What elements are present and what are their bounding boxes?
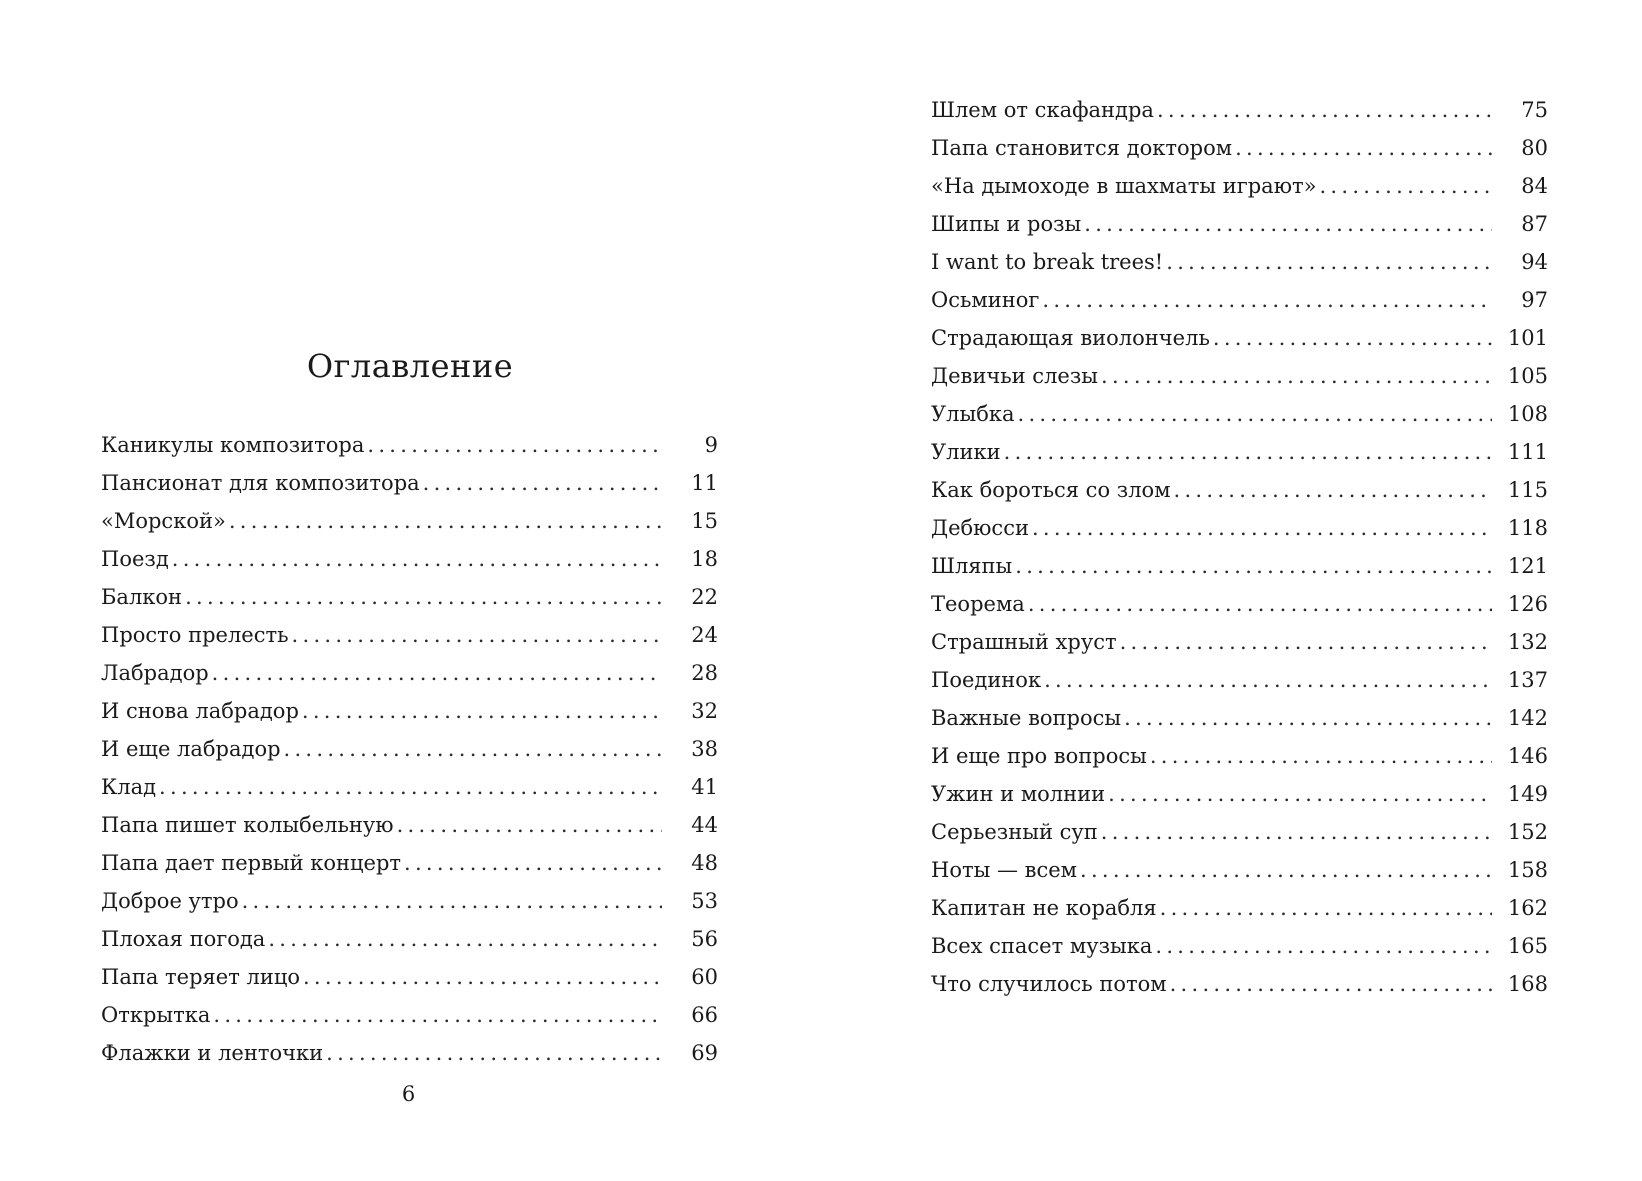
- toc-entry-page-number: 168: [1507, 972, 1548, 996]
- toc-entry-title: Папа дает первый концерт: [101, 851, 402, 875]
- toc-entry-page-number: 165: [1507, 934, 1548, 958]
- toc-entry-title: Флажки и ленточки: [101, 1041, 324, 1065]
- toc-entry-page-number: 53: [691, 889, 718, 913]
- toc-entry: [101, 578, 718, 616]
- toc-entry-title: Страшный хруст: [931, 630, 1117, 654]
- toc-entry-page-number: 132: [1507, 630, 1548, 654]
- toc-entry-page-number: 105: [1507, 364, 1548, 388]
- toc-entry-page-number: 11: [691, 471, 718, 495]
- toc-entry-page-number: 18: [691, 547, 718, 571]
- toc-entry: [931, 813, 1548, 851]
- toc-entry-title: Важные вопросы: [931, 706, 1122, 730]
- toc-entry-page-number: 94: [1521, 250, 1548, 274]
- toc-entry: [101, 1034, 718, 1072]
- toc-entry: [931, 433, 1548, 471]
- toc-entry-page-number: 38: [691, 737, 718, 761]
- toc-entry: [931, 547, 1548, 585]
- toc-entry-title: Поезд: [101, 547, 169, 571]
- toc-entry: [101, 654, 718, 692]
- toc-entry: [101, 768, 718, 806]
- toc-entry-title: Просто прелесть: [101, 623, 289, 647]
- toc-dot-leader: [1157, 91, 1492, 129]
- toc-dot-leader: [284, 730, 662, 768]
- toc-entry: [931, 243, 1548, 281]
- toc-entry-title: Всех спасет музыка: [931, 934, 1153, 958]
- toc-list-right: [931, 91, 1548, 1003]
- toc-entry: [931, 699, 1548, 737]
- toc-entry: [101, 996, 718, 1034]
- toc-entry-title: И снова лабрадор: [101, 699, 299, 723]
- toc-entry-title: Серьезный суп: [931, 820, 1098, 844]
- toc-dot-leader: [1015, 547, 1492, 585]
- toc-dot-leader: [1028, 585, 1492, 623]
- toc-entry-title: Плохая погода: [101, 927, 266, 951]
- toc-dot-leader: [326, 1034, 662, 1072]
- toc-dot-leader: [1235, 129, 1492, 167]
- toc-entry-page-number: 15: [691, 509, 718, 533]
- toc-dot-leader: [185, 578, 662, 616]
- toc-entry-title: Что случилось потом: [931, 972, 1167, 996]
- toc-entry: [931, 281, 1548, 319]
- toc-entry: [101, 540, 718, 578]
- toc-dot-leader: [159, 768, 662, 806]
- toc-dot-leader: [1042, 281, 1492, 319]
- toc-entry-title: Осьминог: [931, 288, 1040, 312]
- right-page: [821, 0, 1642, 1181]
- toc-entry-page-number: 87: [1521, 212, 1548, 236]
- toc-entry: [931, 471, 1548, 509]
- toc-entry-title: Поединок: [931, 668, 1042, 692]
- toc-entry-title: Улыбка: [931, 402, 1015, 426]
- toc-dot-leader: [1084, 205, 1492, 243]
- toc-entry-title: Ужин и молнии: [931, 782, 1106, 806]
- toc-entry-page-number: 118: [1507, 516, 1548, 540]
- toc-dot-leader: [268, 920, 662, 958]
- toc-entry-page-number: 69: [691, 1041, 718, 1065]
- toc-dot-leader: [1004, 433, 1492, 471]
- toc-entry-title: Капитан не корабля: [931, 896, 1157, 920]
- toc-entry-page-number: 9: [704, 433, 718, 457]
- toc-entry: [931, 357, 1548, 395]
- toc-entry-page-number: 80: [1521, 136, 1548, 160]
- toc-entry: [101, 920, 718, 958]
- toc-entry-page-number: 41: [691, 775, 718, 799]
- toc-dot-leader: [1124, 699, 1492, 737]
- toc-entry-page-number: 75: [1521, 98, 1548, 122]
- toc-entry-title: Открытка: [101, 1003, 211, 1027]
- toc-entry-title: «Морской»: [101, 509, 226, 533]
- toc-dot-leader: [1213, 319, 1492, 357]
- toc-entry: [931, 509, 1548, 547]
- toc-entry-page-number: 24: [691, 623, 718, 647]
- toc-dot-leader: [1032, 509, 1492, 547]
- toc-dot-leader: [1155, 927, 1492, 965]
- toc-entry-title: «На дымоходе в шахматы играют»: [931, 174, 1317, 198]
- toc-entry: [931, 927, 1548, 965]
- toc-entry: [931, 661, 1548, 699]
- toc-entry-title: Как бороться со злом: [931, 478, 1171, 502]
- toc-dot-leader: [303, 958, 662, 996]
- toc-dot-leader: [292, 616, 662, 654]
- toc-entry-page-number: 137: [1507, 668, 1548, 692]
- toc-dot-leader: [1166, 243, 1492, 281]
- toc-entry-page-number: 44: [691, 813, 718, 837]
- toc-dot-leader: [1174, 471, 1492, 509]
- toc-entry: [101, 958, 718, 996]
- toc-entry: [931, 851, 1548, 889]
- toc-entry: [101, 692, 718, 730]
- toc-entry-page-number: 111: [1507, 440, 1548, 464]
- toc-entry-title: Лабрадор: [101, 661, 209, 685]
- toc-dot-leader: [1101, 813, 1492, 851]
- toc-dot-leader: [302, 692, 662, 730]
- toc-entry-title: Шляпы: [931, 554, 1013, 578]
- toc-entry: [931, 775, 1548, 813]
- toc-entry: [101, 464, 718, 502]
- toc-dot-leader: [423, 464, 662, 502]
- toc-entry-page-number: 158: [1507, 858, 1548, 882]
- toc-dot-leader: [242, 882, 662, 920]
- toc-dot-leader: [1120, 623, 1492, 661]
- toc-entry-title: Папа пишет колыбельную: [101, 813, 394, 837]
- toc-entry-title: Шлем от скафандра: [931, 98, 1154, 122]
- toc-entry-page-number: 97: [1521, 288, 1548, 312]
- toc-entry-page-number: 121: [1507, 554, 1548, 578]
- toc-entry: [931, 205, 1548, 243]
- toc-list-left: [101, 426, 718, 1072]
- toc-entry-title: Пансионат для композитора: [101, 471, 420, 495]
- toc-dot-leader: [367, 426, 662, 464]
- toc-entry-page-number: 48: [691, 851, 718, 875]
- toc-entry: [931, 395, 1548, 433]
- toc-entry-page-number: 152: [1507, 820, 1548, 844]
- toc-entry-title: Каникулы композитора: [101, 433, 365, 457]
- toc-entry: [931, 585, 1548, 623]
- toc-entry: [101, 426, 718, 464]
- toc-entry-title: I want to break trees!: [931, 250, 1164, 274]
- toc-entry: [101, 882, 718, 920]
- toc-dot-leader: [1170, 965, 1492, 1003]
- toc-dot-leader: [1044, 661, 1492, 699]
- toc-entry-title: Папа становится доктором: [931, 136, 1233, 160]
- toc-entry-title: Дебюсси: [931, 516, 1029, 540]
- toc-dot-leader: [1101, 357, 1492, 395]
- toc-entry: [931, 319, 1548, 357]
- toc-dot-leader: [212, 654, 662, 692]
- toc-entry: [931, 91, 1548, 129]
- toc-entry: [931, 623, 1548, 661]
- toc-entry: [931, 129, 1548, 167]
- toc-entry-page-number: 115: [1507, 478, 1548, 502]
- toc-entry-page-number: 60: [691, 965, 718, 989]
- toc-entry: [101, 616, 718, 654]
- toc-entry-page-number: 56: [691, 927, 718, 951]
- toc-entry: [101, 806, 718, 844]
- toc-entry: [931, 965, 1548, 1003]
- toc-dot-leader: [213, 996, 662, 1034]
- toc-dot-leader: [229, 502, 662, 540]
- toc-entry-title: Девичьи слезы: [931, 364, 1099, 388]
- toc-dot-leader: [1319, 167, 1492, 205]
- toc-dot-leader: [1080, 851, 1492, 889]
- toc-entry: [101, 730, 718, 768]
- toc-heading: Оглавление: [306, 347, 514, 385]
- toc-entry-title: Страдающая виолончель: [931, 326, 1210, 350]
- toc-entry-title: Улики: [931, 440, 1001, 464]
- toc-entry-page-number: 84: [1521, 174, 1548, 198]
- toc-entry-title: Шипы и розы: [931, 212, 1082, 236]
- toc-entry: [101, 502, 718, 540]
- toc-entry-page-number: 108: [1507, 402, 1548, 426]
- toc-entry-title: И еще лабрадор: [101, 737, 281, 761]
- toc-dot-leader: [404, 844, 662, 882]
- toc-entry-page-number: 101: [1507, 326, 1548, 350]
- toc-entry-title: И еще про вопросы: [931, 744, 1147, 768]
- toc-entry-title: Клад: [101, 775, 157, 799]
- toc-entry-title: Папа теряет лицо: [101, 965, 300, 989]
- toc-dot-leader: [172, 540, 662, 578]
- toc-entry-title: Балкон: [101, 585, 183, 609]
- toc-entry: [931, 889, 1548, 927]
- toc-dot-leader: [1160, 889, 1492, 927]
- toc-entry-page-number: 146: [1507, 744, 1548, 768]
- toc-entry: [101, 844, 718, 882]
- toc-entry-page-number: 162: [1507, 896, 1548, 920]
- toc-dot-leader: [397, 806, 662, 844]
- toc-entry-page-number: 149: [1507, 782, 1548, 806]
- page-number: 6: [401, 1082, 416, 1106]
- toc-entry: [931, 167, 1548, 205]
- toc-entry: [931, 737, 1548, 775]
- toc-entry-title: Теорема: [931, 592, 1025, 616]
- toc-entry-title: Ноты — всем: [931, 858, 1077, 882]
- toc-entry-page-number: 28: [691, 661, 718, 685]
- toc-dot-leader: [1108, 775, 1492, 813]
- toc-entry-page-number: 66: [691, 1003, 718, 1027]
- toc-dot-leader: [1018, 395, 1492, 433]
- toc-entry-page-number: 22: [691, 585, 718, 609]
- toc-entry-page-number: 142: [1507, 706, 1548, 730]
- toc-dot-leader: [1150, 737, 1492, 775]
- toc-entry-page-number: 32: [691, 699, 718, 723]
- toc-entry-title: Доброе утро: [101, 889, 239, 913]
- toc-entry-page-number: 126: [1507, 592, 1548, 616]
